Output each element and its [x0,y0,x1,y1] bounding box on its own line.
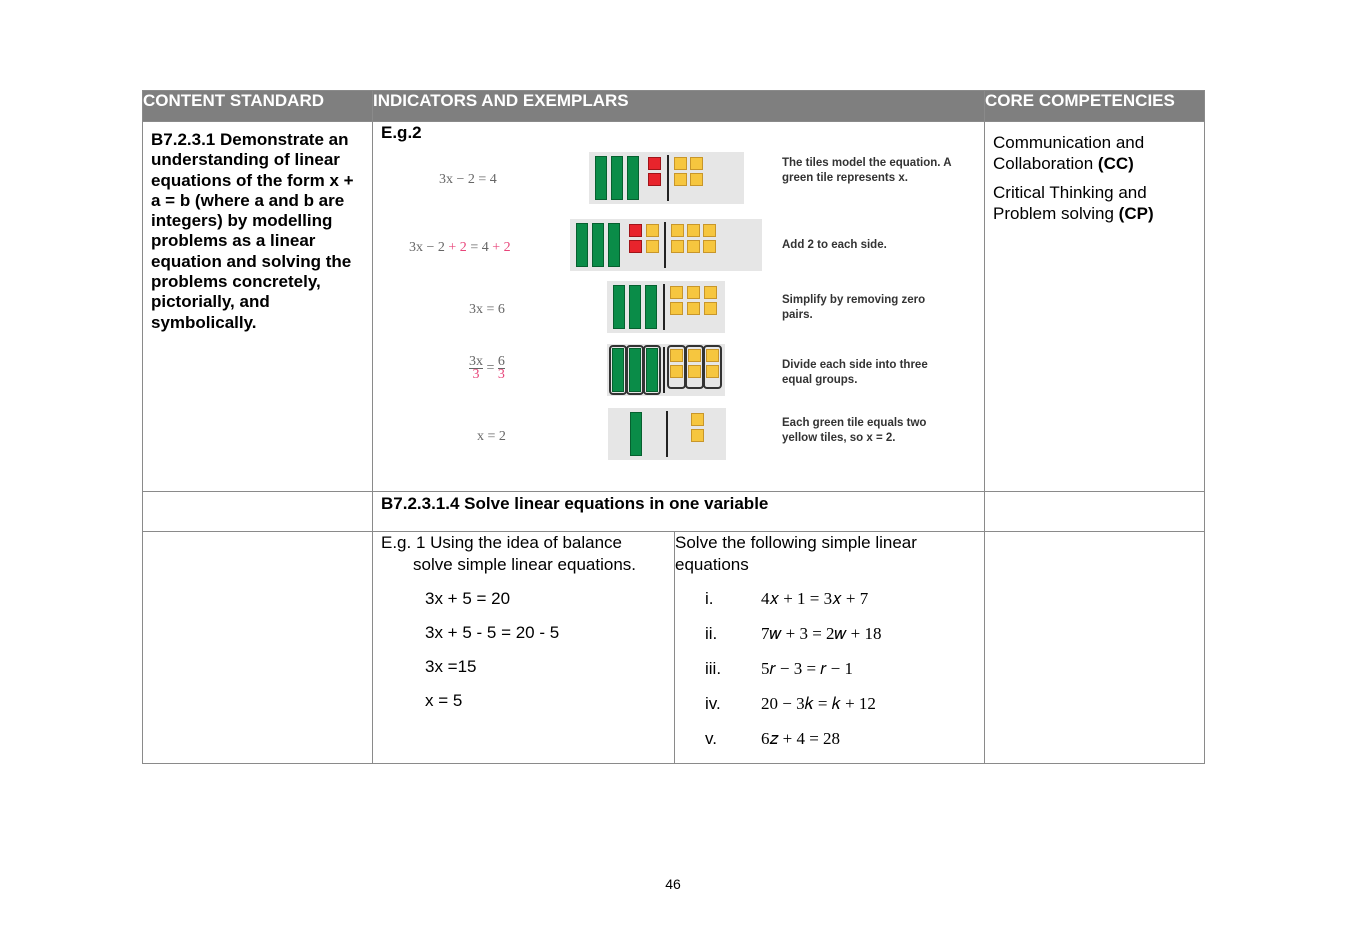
step-equation: 3x − 2 = 4 [439,172,497,187]
green-tile [629,348,641,392]
table-header-row [143,91,1205,122]
step-description: Each green tile equals two yellow tiles, so x = 2. [782,417,927,444]
yellow-tile [691,413,704,426]
page-number: 46 [665,876,681,892]
tile-step-5 [373,408,983,472]
tile-step-1 [373,152,983,216]
yellow-tile [704,302,717,315]
tile-mat [570,219,762,271]
competency-cp: Critical Thinking and Problem solving (CP) [993,183,1154,223]
step-description: Divide each side into three equal groups. [782,359,928,386]
curriculum-table [142,90,1205,764]
yellow-tile [704,286,717,299]
green-tile [608,223,620,267]
balance-divider [667,155,669,201]
yellow-tile [670,365,683,378]
tile-step-4 [373,344,983,408]
list-item: v. 6𝑧 + 4 = 28 [705,729,841,748]
empty-cell [985,492,1205,532]
yellow-tile [674,173,687,186]
balance-divider [663,284,665,330]
yellow-tile [687,302,700,315]
green-tile [595,156,607,200]
list-item: ii. 7𝑤 + 3 = 2𝑤 + 18 [705,624,882,643]
example1-cell [373,532,675,764]
yellow-tile [646,224,659,237]
green-tile [627,156,639,200]
header-content-standard: CONTENT STANDARD [143,91,373,122]
step-equation: 3x = 6 [469,302,505,317]
competencies-list [985,122,1204,224]
tile-step-2 [373,219,983,283]
solution-step: 3x + 5 = 20 [425,589,511,608]
exercise-list [675,588,984,763]
exercise-cell [675,532,985,764]
green-tile [629,285,641,329]
red-tile [648,157,661,170]
yellow-tile [670,286,683,299]
list-item: iii. 5𝑟 − 3 = 𝑟 − 1 [705,659,853,678]
indicator-cell [373,492,985,532]
yellow-tile [691,429,704,442]
indicator-title: B7.2.3.1.4 Solve linear equations in one variable [381,494,769,513]
yellow-tile [670,302,683,315]
exemplar-cell [373,122,985,492]
green-tile [576,223,588,267]
red-tile [629,224,642,237]
tile-mat [589,152,744,204]
green-tile [611,156,623,200]
yellow-tile [687,240,700,253]
step-description: The tiles model the equation. A green tile represents x. [782,157,952,184]
content-standard-text: B7.2.3.1 Demonstrate an understanding of linear equations of the form x + a = b (where a and b are integers) by modelling problems as a linear equation and solving the problems concretely, pictorially, and symbolically. [151,130,354,332]
step-equation: 3x − 2 + 2 = 4 + 2 [409,240,511,255]
example1-intro: E.g. 1 Using the idea of balance [381,533,622,552]
example1-content [373,532,674,724]
step-equation: $\frac{3x}{3}$ = $\frac{6}{3}$ [469,354,505,382]
yellow-tile [706,365,719,378]
yellow-tile [688,365,701,378]
yellow-tile [687,286,700,299]
red-tile [648,173,661,186]
table-row [143,492,1205,532]
empty-cell [985,532,1205,764]
yellow-tile [688,349,701,362]
header-indicators-exemplars: INDICATORS AND EXEMPLARS [373,91,985,122]
table-row [143,122,1205,492]
yellow-tile [703,240,716,253]
green-tile [612,348,624,392]
yellow-tile [646,240,659,253]
red-tile [629,240,642,253]
tile-step-3 [373,281,983,345]
tile-mat [607,344,725,396]
list-item: iv. 20 − 3𝑘 = 𝑘 + 12 [705,694,876,713]
example-title: E.g.2 [381,123,422,142]
balance-divider [663,347,665,393]
header-core-competencies: CORE COMPETENCIES [985,91,1205,122]
yellow-tile [706,349,719,362]
competency-cc: Communication and Collaboration (CC) [993,133,1145,173]
table-row [143,532,1205,764]
step-description: Simplify by removing zero pairs. [782,294,926,321]
yellow-tile [690,173,703,186]
exercise-heading: Solve the following simple linear equations [675,533,917,574]
algebra-tiles-figure [373,144,984,490]
empty-cell [143,532,373,764]
content-standard-cell [143,122,373,492]
step-equation: x = 2 [477,429,506,444]
tile-mat [608,408,726,460]
yellow-tile [671,240,684,253]
yellow-tile [687,224,700,237]
yellow-tile [674,157,687,170]
green-tile [592,223,604,267]
solution-step: x = 5 [425,691,463,710]
yellow-tile [703,224,716,237]
green-tile [646,348,658,392]
step-description: Add 2 to each side. [782,239,887,251]
yellow-tile [670,349,683,362]
green-tile [645,285,657,329]
balance-divider [666,411,668,457]
exercise-content [675,532,984,763]
solution-step: 3x + 5 - 5 = 20 - 5 [425,623,560,642]
green-tile [630,412,642,456]
yellow-tile [671,224,684,237]
solution-step: 3x =15 [425,657,477,676]
tile-mat [607,281,725,333]
list-item: i. 4𝑥 + 1 = 3𝑥 + 7 [705,589,869,608]
yellow-tile [690,157,703,170]
example1-steps [381,588,674,724]
core-competencies-cell [985,122,1205,492]
empty-cell [143,492,373,532]
balance-divider [664,222,666,268]
green-tile [613,285,625,329]
example1-intro-cont: solve simple linear equations. [413,555,637,574]
